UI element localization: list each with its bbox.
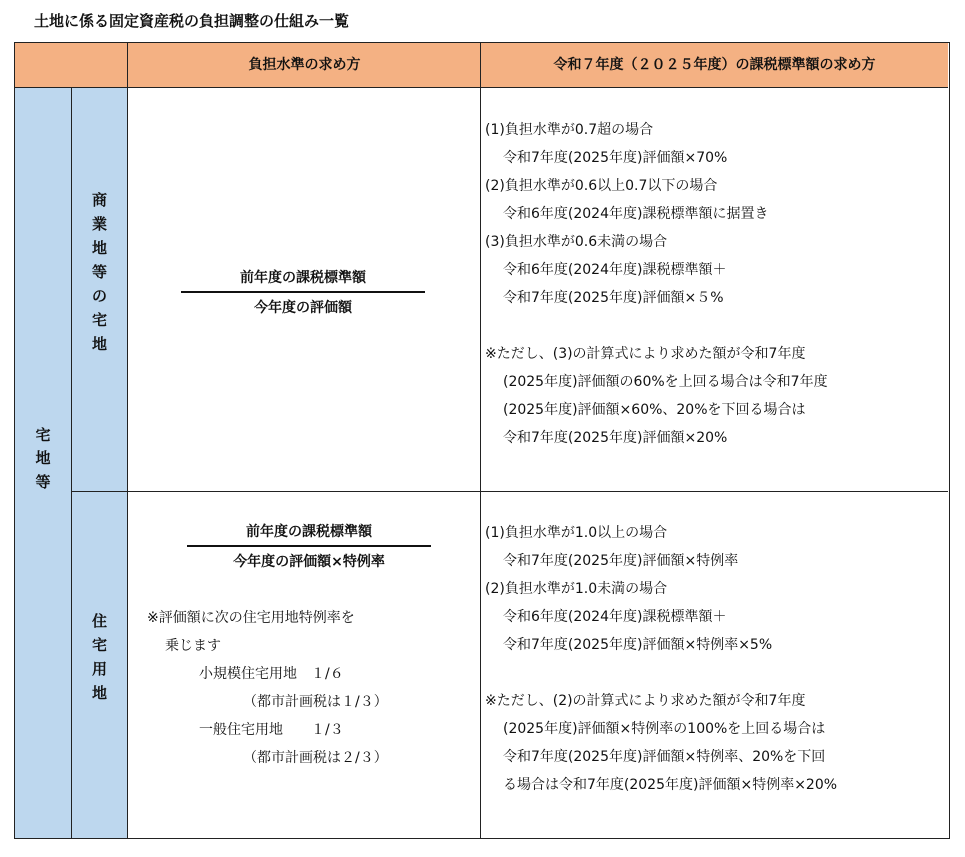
- row-commercial-label: 商 業 地 等 の 宅 地: [91, 191, 107, 353]
- residential-special-rate-notes: [147, 604, 388, 772]
- header-col1-divider: [15, 43, 128, 88]
- rule-note-line: (2025年度)評価額×特例率の100%を上回る場合は: [503, 721, 826, 737]
- rule-note-line: 令和7年度(2025年度)評価額×特例率、20%を下回: [503, 749, 826, 765]
- rule-line: 令和7年度(2025年度)評価額×５%: [503, 290, 724, 306]
- fraction-numerator: 前年度の課税標準額: [181, 267, 425, 293]
- row-residential-label: 住 宅 用 地: [91, 612, 107, 702]
- page-title: 土地に係る固定資産税の負担調整の仕組み一覧: [34, 12, 350, 30]
- commercial-burden-fraction: [181, 267, 425, 317]
- fraction-denominator: 今年度の評価額: [254, 300, 352, 316]
- rule-line: 令和7年度(2025年度)評価額×特例率×5%: [503, 637, 773, 653]
- rule-line: 令和6年度(2024年度)課税標準額＋: [503, 262, 727, 278]
- rule-note-line: (2025年度)評価額×60%、20%を下回る場合は: [503, 402, 806, 418]
- rule-line: (1)負担水準が1.0以上の場合: [485, 525, 668, 541]
- rule-line: (2)負担水準が1.0未満の場合: [485, 581, 668, 597]
- row-residential-label-cell: [72, 492, 128, 838]
- rule-line: 令和6年度(2024年度)課税標準額＋: [503, 609, 727, 625]
- rule-note-line: る場合は令和7年度(2025年度)評価額×特例率×20%: [503, 777, 838, 793]
- burden-adjustment-table: [14, 42, 950, 839]
- rule-note-line: 令和7年度(2025年度)評価額×20%: [503, 430, 728, 446]
- rule-note-line: ※ただし、(2)の計算式により求めた額が令和7年度: [485, 693, 806, 709]
- note-line: ※評価額に次の住宅用地特例率を: [147, 610, 355, 626]
- note-line: （都市計画税は１/３）: [243, 694, 388, 710]
- residential-rules: [485, 519, 837, 799]
- fraction-denominator: 今年度の評価額×特例率: [233, 554, 385, 570]
- commercial-rules: [485, 116, 828, 452]
- header-burden-level: 負担水準の求め方: [248, 57, 361, 73]
- rule-note-line: (2025年度)評価額の60%を上回る場合は令和7年度: [503, 374, 828, 390]
- rule-line: (1)負担水準が0.7超の場合: [485, 122, 654, 138]
- rule-note-line: ※ただし、(3)の計算式により求めた額が令和7年度: [485, 346, 806, 362]
- note-line: （都市計画税は２/３）: [243, 750, 388, 766]
- category-main-cell: [15, 88, 72, 838]
- rule-line: (2)負担水準が0.6以上0.7以下の場合: [485, 178, 718, 194]
- spacer: [485, 659, 837, 687]
- header-tax-base: 令和７年度（２０２５年度）の課税標準額の求め方: [553, 57, 876, 73]
- rule-line: 令和7年度(2025年度)評価額×70%: [503, 150, 728, 166]
- note-line: 一般住宅用地 １/３: [199, 722, 344, 738]
- spacer: [485, 312, 828, 340]
- rule-line: 令和7年度(2025年度)評価額×特例率: [503, 553, 739, 569]
- note-line: 乗じます: [165, 638, 221, 654]
- rule-line: 令和6年度(2024年度)課税標準額に据置き: [503, 206, 769, 222]
- fraction-numerator: 前年度の課税標準額: [187, 521, 431, 547]
- residential-burden-fraction: [187, 521, 431, 571]
- rule-line: (3)負担水準が0.6未満の場合: [485, 234, 668, 250]
- row-commercial-label-cell: [72, 88, 128, 492]
- category-main-label: 宅 地 等: [35, 426, 51, 491]
- note-line: 小規模住宅用地 １/６: [199, 666, 344, 682]
